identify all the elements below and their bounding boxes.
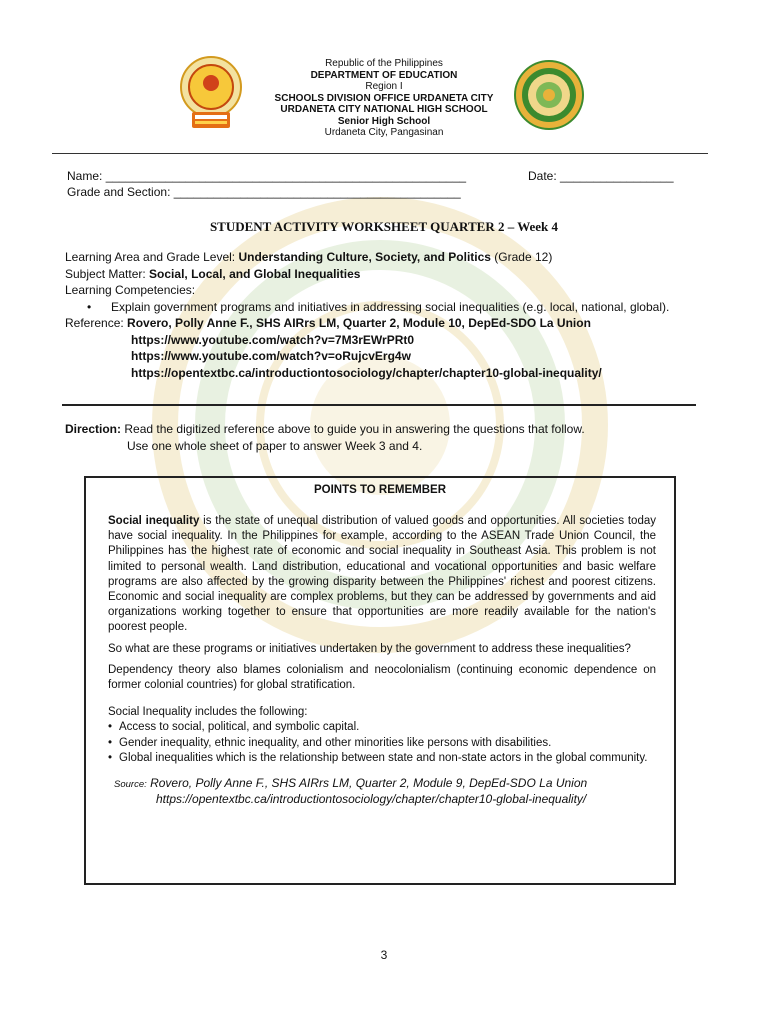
source-line-1 [108,776,656,792]
reference-label: Reference: [65,316,124,330]
points-to-remember-box [84,476,676,885]
letterhead [0,58,768,139]
source-module: Rovero, Polly Anne F., SHS AIRrs LM, Quarter 2, Module 9, DepEd-SDO La Union [150,776,588,791]
reference-link-1[interactable]: https://www.youtube.com/watch?v=7M3rEWrPRt0 [131,332,415,347]
paragraph-dependency-theory: Dependency theory also blames colonialism and neocolonialism (continuing economic dependence on former colonial countries) for global stratification. [108,663,656,692]
section-divider [62,404,696,406]
direction-line-1 [65,421,585,438]
bullet-icon: • [108,751,113,764]
header-school: URDANETA CITY NATIONAL HIGH SCHOOL [280,104,488,115]
box-body [108,514,656,807]
source-label: Source: [114,779,147,791]
list-item-text: Gender inequality, ethnic inequality, and other minorities like persons with disabilities. [119,736,552,749]
grade-section-label: Grade and Section: [67,185,171,199]
date-label: Date: [528,169,557,183]
name-field[interactable] [67,169,466,183]
direction-block [65,421,585,455]
source-block [108,776,656,807]
bullet-icon: • [108,736,113,749]
list-item [108,751,656,766]
reference-link-3[interactable]: https://opentextbc.ca/introductiontosociology/chapter/chapter10-global-inequality/ [131,365,602,380]
reference-line [65,315,705,332]
subject-matter-line [65,266,705,283]
competencies-label: Learning Competencies: [65,283,196,297]
direction-text-1: Read the digitized reference above to guide you in answering the questions that follow. [124,422,585,436]
list-item-text: Access to social, political, and symbolic capital. [119,721,360,734]
date-blank[interactable]: _________________ [560,169,674,183]
paragraph-programs-question: So what are these programs or initiatives undertaken by the government to address these inequalities? [108,642,631,655]
worksheet-info [65,249,705,381]
learning-area-line [65,249,705,266]
header-republic: Republic of the Philippines [325,58,443,69]
reference-link-2[interactable]: https://www.youtube.com/watch?v=oRujcvErg4w [131,349,411,363]
grade-section-field[interactable] [67,185,461,199]
paragraph-social-inequality [108,514,656,636]
social-inequality-definition: is the state of unequal distribution of valued goods and opportunities. All societies today have social inequality. In the Philippines for example, according to the ASEAN Trade Union Council, the Philippines has the highest rate of economic and social inequality in Southeast Asia. This problem is not limited to personal wealth. Land distribution, educational and vocational opportunities and basic welfare programs are also affected by the growing disparity between the Philippines' richest and poorest citizens. Economic and social inequality are complex problems, but they can be addressed by governments and aid organizations working together to ensure that opportunities are more readily available for the nation's poorest people. [108,515,656,634]
name-label: Name: [67,169,103,183]
learning-area-value: Understanding Culture, Society, and Politics [238,250,491,264]
grade-section-blank[interactable]: ___________________________________________ [173,185,461,199]
header-shs: Senior High School [337,115,431,127]
direction-label: Direction: [65,422,122,436]
inequality-list [108,705,656,766]
social-inequality-term: Social inequality [108,515,200,527]
header-deped: DEPARTMENT OF EDUCATION [310,69,458,81]
header-division: SCHOOLS DIVISION OFFICE URDANETA CITY [274,92,494,104]
direction-text-2: Use one whole sheet of paper to answer Week 3 and 4. [127,439,423,453]
competency-text: Explain government programs and initiatives in addressing social inequalities (e.g. local, national, global). [111,299,670,314]
subject-label: Subject Matter: [65,266,146,281]
learning-area-grade: (Grade 12) [494,250,553,264]
name-blank[interactable]: ______________________________________________________ [105,169,467,183]
bullet-icon: • [108,721,113,734]
header-region: Region I [365,81,403,92]
worksheet-title: STUDENT ACTIVITY WORKSHEET QUARTER 2 – Week 4 [209,219,559,234]
competency-item [65,299,705,316]
header-divider [52,153,708,154]
learning-area-label: Learning Area and Grade Level: [65,250,236,264]
list-intro: Social Inequality includes the following: [108,706,308,719]
box-title: POINTS TO REMEMBER [313,484,447,496]
reference-module: Rovero, Polly Anne F., SHS AIRrs LM, Quarter 2, Module 10, DepEd-SDO La Union [127,316,591,330]
bullet-icon: • [87,299,92,314]
date-field[interactable] [528,169,674,183]
page-number: 3 [380,948,388,962]
list-item-text: Global inequalities which is the relationship between state and non-state actors in the global community. [119,751,648,764]
list-item [108,720,656,735]
header-address: Urdaneta City, Pangasinan [324,127,444,138]
source-link[interactable]: https://opentextbc.ca/introductiontosociology/chapter/chapter10-global-inequality/ [156,792,587,807]
subject-value: Social, Local, and Global Inequalities [149,266,361,281]
list-item [108,736,656,751]
